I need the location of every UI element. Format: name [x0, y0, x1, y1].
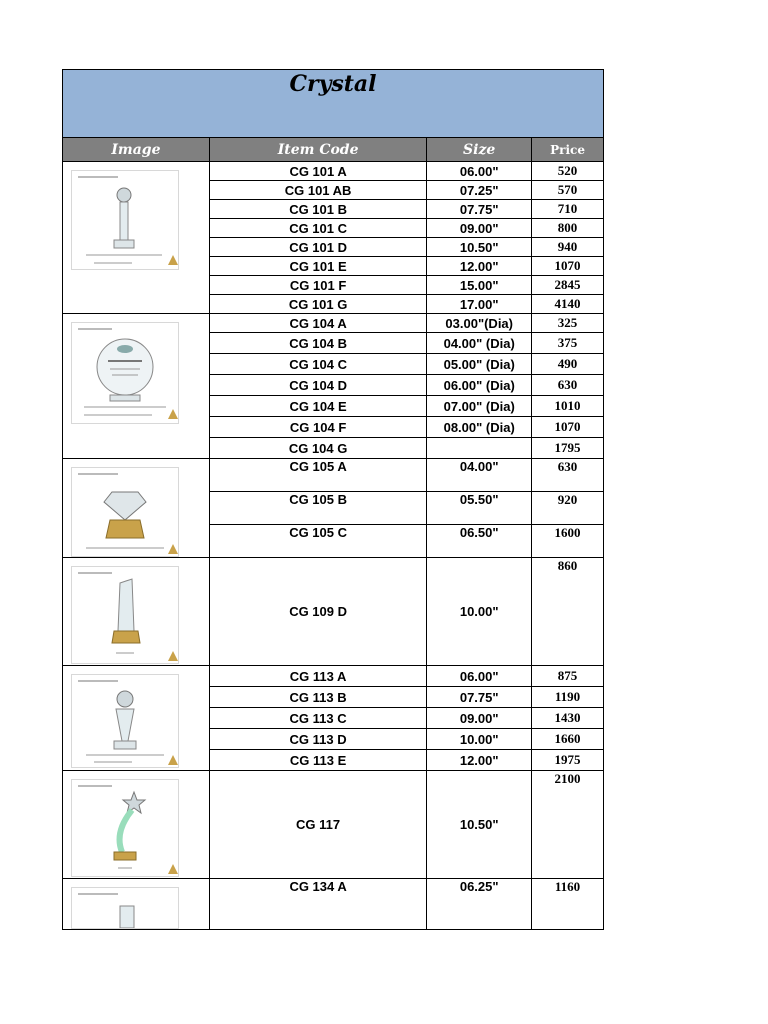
item-size: 12.00"	[427, 257, 532, 276]
item-size: 10.00"	[427, 729, 532, 750]
price-sheet	[62, 69, 604, 946]
item-size: 07.25"	[427, 181, 532, 200]
item-code: CG 101 E	[209, 257, 426, 276]
item-size: 08.00" (Dia)	[427, 417, 532, 438]
product-image-cell	[63, 558, 210, 666]
item-price: 570	[532, 181, 604, 200]
product-image-cell	[63, 162, 210, 314]
item-size: 09.00"	[427, 219, 532, 238]
item-size: 10.50"	[427, 771, 532, 879]
item-code: CG 104 G	[209, 438, 426, 459]
item-price: 875	[532, 666, 604, 687]
item-size: 05.00" (Dia)	[427, 354, 532, 375]
item-size: 07.75"	[427, 687, 532, 708]
item-price: 1975	[532, 750, 604, 771]
item-code: CG 104 D	[209, 375, 426, 396]
item-price: 1795	[532, 438, 604, 459]
crystal-globe-trophy-image	[71, 170, 179, 270]
item-size: 05.50"	[427, 492, 532, 525]
product-image-cell	[63, 879, 210, 930]
item-size: 03.00"(Dia)	[427, 314, 532, 333]
item-price: 1010	[532, 396, 604, 417]
item-code: CG 104 F	[209, 417, 426, 438]
item-price: 1430	[532, 708, 604, 729]
item-size: 07.00" (Dia)	[427, 396, 532, 417]
crystal-diamond-tower-image	[71, 674, 179, 768]
table-row	[63, 666, 604, 687]
item-code: CG 101 G	[209, 295, 426, 314]
table-row	[63, 879, 604, 930]
header-size: Size	[427, 138, 532, 162]
item-size: 15.00"	[427, 276, 532, 295]
item-price: 1070	[532, 417, 604, 438]
table-row	[63, 558, 604, 666]
crystal-round-plaque-image	[71, 322, 179, 424]
item-size: 06.25"	[427, 879, 532, 930]
item-size: 06.00" (Dia)	[427, 375, 532, 396]
item-price: 1160	[532, 879, 604, 930]
crystal-shooting-star-image	[71, 779, 179, 877]
title-band	[62, 69, 604, 138]
item-size: 04.00"	[427, 459, 532, 492]
product-image-cell	[63, 314, 210, 459]
item-price: 1600	[532, 525, 604, 558]
item-code: CG 117	[209, 771, 426, 879]
item-price: 490	[532, 354, 604, 375]
item-price: 630	[532, 459, 604, 492]
item-price: 710	[532, 200, 604, 219]
item-code: CG 101 C	[209, 219, 426, 238]
header-row	[63, 138, 604, 162]
item-code: CG 104 B	[209, 333, 426, 354]
crystal-diamond-trophy-image	[71, 467, 179, 557]
product-image-cell	[63, 666, 210, 771]
item-price: 800	[532, 219, 604, 238]
item-size: 06.00"	[427, 162, 532, 181]
item-size: 10.50"	[427, 238, 532, 257]
item-price: 4140	[532, 295, 604, 314]
item-code: CG 101 B	[209, 200, 426, 219]
item-code: CG 104 E	[209, 396, 426, 417]
item-size: 04.00" (Dia)	[427, 333, 532, 354]
item-price: 2100	[532, 771, 604, 879]
header-item-code: Item Code	[209, 138, 426, 162]
header-price: Price	[532, 138, 604, 162]
item-code: CG 104 C	[209, 354, 426, 375]
item-price: 1190	[532, 687, 604, 708]
price-table	[62, 137, 604, 930]
header-image: Image	[63, 138, 210, 162]
crystal-victory-shield-image	[71, 887, 179, 929]
product-image-cell	[63, 771, 210, 879]
item-price: 520	[532, 162, 604, 181]
item-size: 07.75"	[427, 200, 532, 219]
item-price: 860	[532, 558, 604, 666]
item-size: 06.50"	[427, 525, 532, 558]
item-code: CG 109 D	[209, 558, 426, 666]
item-code: CG 105 B	[209, 492, 426, 525]
item-code: CG 113 D	[209, 729, 426, 750]
item-size: 06.00"	[427, 666, 532, 687]
item-price: 325	[532, 314, 604, 333]
page-title: Crystal	[289, 71, 377, 97]
item-code: CG 101 A	[209, 162, 426, 181]
item-code: CG 101 AB	[209, 181, 426, 200]
item-code: CG 101 F	[209, 276, 426, 295]
item-code: CG 105 C	[209, 525, 426, 558]
item-code: CG 134 A	[209, 879, 426, 930]
crystal-pioneer-trophy-image	[71, 566, 179, 664]
table-row	[63, 459, 604, 492]
item-size	[427, 438, 532, 459]
item-price: 630	[532, 375, 604, 396]
item-size: 10.00"	[427, 558, 532, 666]
item-size: 17.00"	[427, 295, 532, 314]
item-price: 375	[532, 333, 604, 354]
item-code: CG 101 D	[209, 238, 426, 257]
item-code: CG 104 A	[209, 314, 426, 333]
table-row	[63, 162, 604, 181]
product-image-cell	[63, 459, 210, 558]
item-price: 2845	[532, 276, 604, 295]
item-price: 1070	[532, 257, 604, 276]
table-row	[63, 771, 604, 879]
item-price: 1660	[532, 729, 604, 750]
item-size: 09.00"	[427, 708, 532, 729]
item-code: CG 113 B	[209, 687, 426, 708]
item-code: CG 113 C	[209, 708, 426, 729]
item-price: 940	[532, 238, 604, 257]
table-row	[63, 314, 604, 333]
item-price: 920	[532, 492, 604, 525]
item-code: CG 113 E	[209, 750, 426, 771]
item-code: CG 113 A	[209, 666, 426, 687]
item-size: 12.00"	[427, 750, 532, 771]
item-code: CG 105 A	[209, 459, 426, 492]
